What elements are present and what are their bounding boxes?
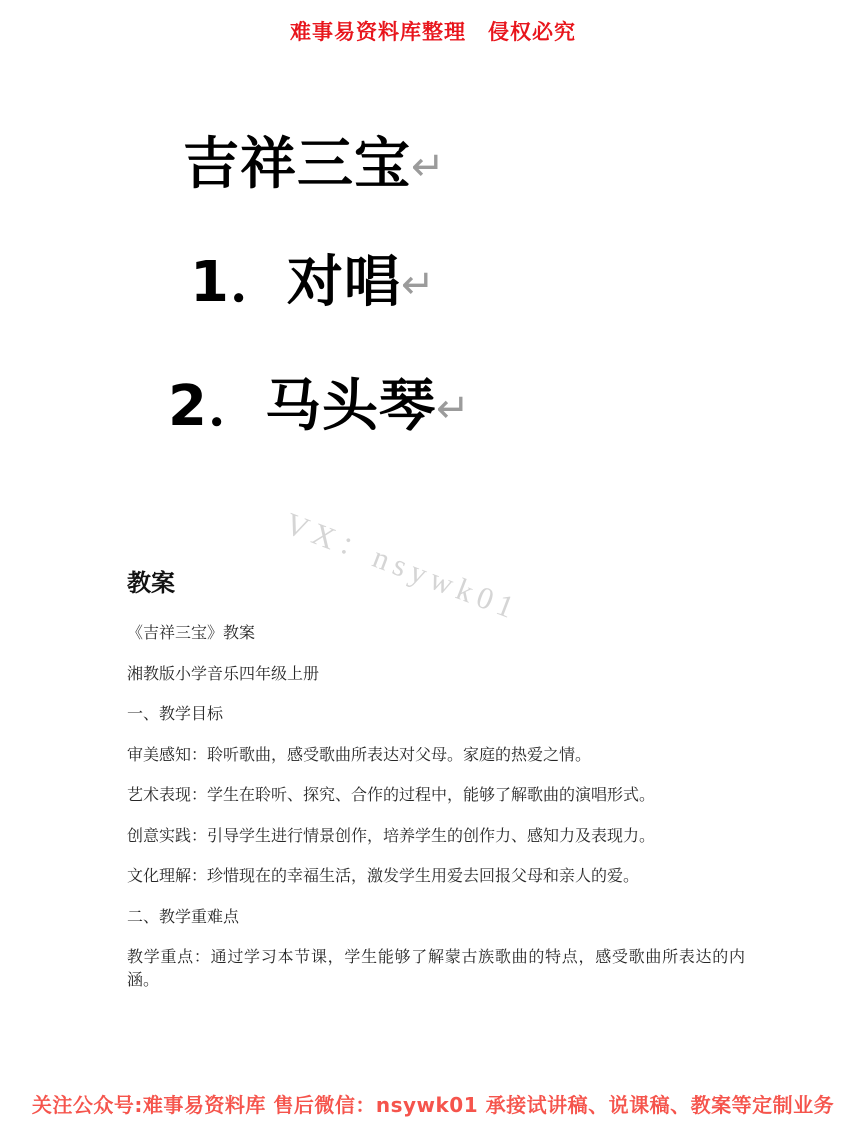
paragraph-creative-goal: 创意实践：引导学生进行情景创作，培养学生的创作力、感知力及表现力。 [127,827,656,845]
diagonal-watermark: VX：nsywk01 [280,505,525,627]
cover-title [183,134,446,196]
paragraph-aesthetic-goal: 审美感知：聆听歌曲，感受歌曲所表达对父母。家庭的热爱之情。 [127,746,592,764]
paragraph-section-2-heading: 二、教学重难点 [127,908,240,926]
paragraph-return-icon: ↵ [411,142,446,190]
paragraph-lesson-title: 《吉祥三宝》教案 [127,625,256,642]
paragraph-artistic-goal: 艺术表现：学生在聆听、探究、合作的过程中，能够了解歌曲的演唱形式。 [127,787,656,804]
paragraph-return-icon: ↵ [435,384,471,432]
header-copyright-notice: 难事易资料库整理 侵权必究 [290,20,576,44]
cover-item-2-text: 2．马头琴 [168,374,436,439]
cover-list-item-2 [168,376,471,438]
paragraph-textbook-edition: 湘教版小学音乐四年级上册 [127,665,320,683]
paragraph-return-icon: ↵ [400,260,436,308]
cover-list-item-1 [190,252,436,314]
cover-item-1-text: 1．对唱 [190,250,401,315]
section-heading: 教案 [127,569,175,597]
paragraph-section-1-heading: 一、教学目标 [127,706,224,723]
lesson-plan-body [127,622,745,1010]
cover-title-text: 吉祥三宝 [183,132,411,197]
paragraph-teaching-focus: 教学重点：通过学习本节课，学生能够了解蒙古族歌曲的特点，感受歌曲所表达的内涵。 [127,949,745,989]
paragraph-cultural-goal: 文化理解：珍惜现在的幸福生活，激发学生用爱去回报父母和亲人的爱。 [127,868,640,885]
footer-contact-notice: 关注公众号:难事易资料库 售后微信：nsywk01 承接试讲稿、说课稿、教案等定制业务 [31,1093,835,1117]
